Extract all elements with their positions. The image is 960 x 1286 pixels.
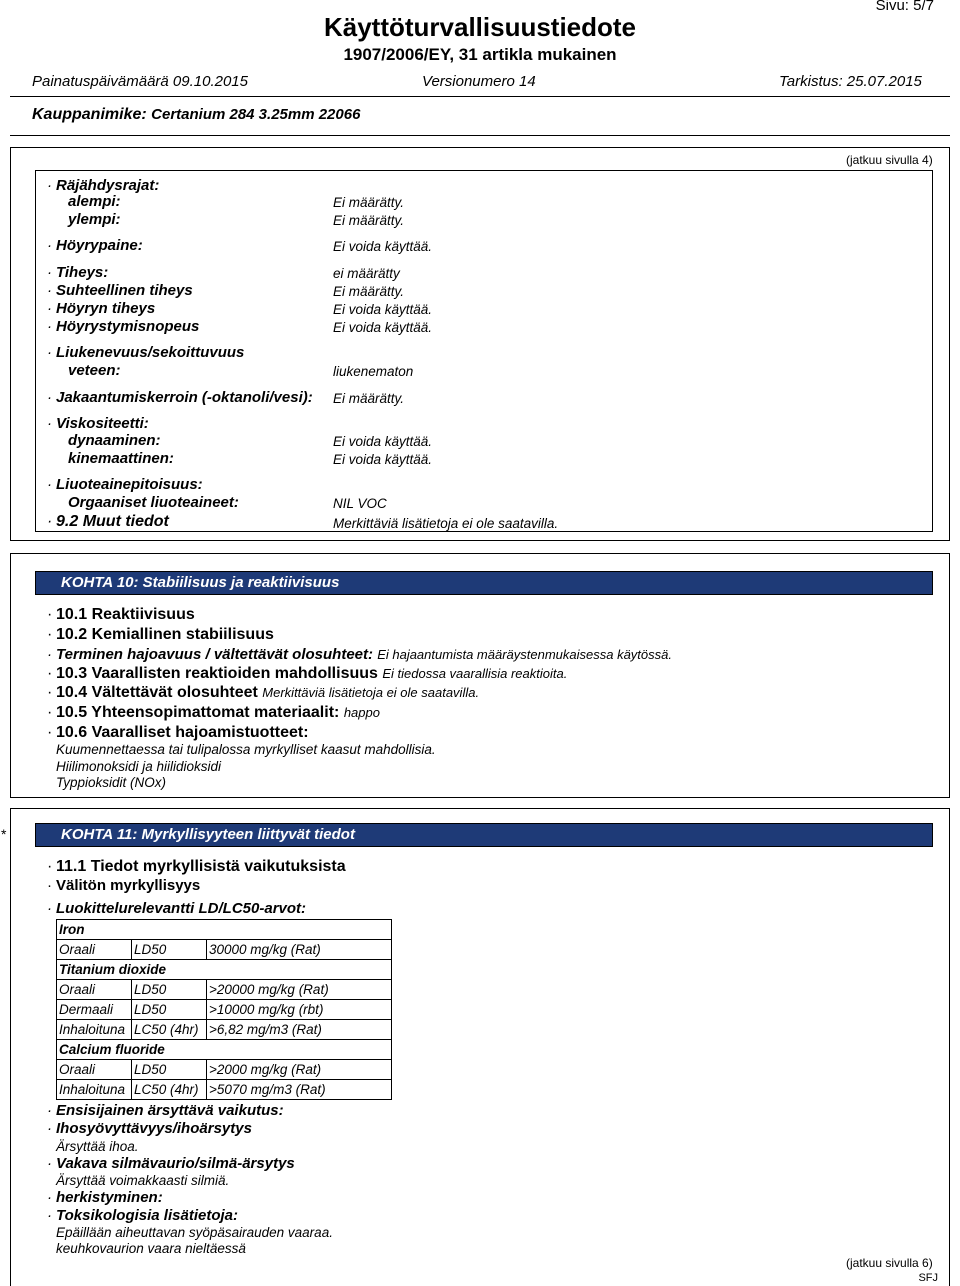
vapour-pressure-label: · Höyrypaine:: [56, 237, 143, 254]
route-cell: Oraali: [57, 980, 132, 1000]
solubility-label: · Liukenevuus/sekoittuvuus: [56, 344, 244, 361]
thermal-decomposition: [56, 646, 672, 663]
explosion-limits-label: · Räjähdysrajat:: [56, 177, 159, 194]
organic-solvents-label: Orgaaniset liuoteaineet:: [68, 494, 239, 511]
route-cell: Inhaloituna: [57, 1020, 132, 1040]
other-info-label: · 9.2 Muut tiedot: [56, 513, 169, 531]
incompatible-materials: [56, 704, 380, 722]
substance-iron: Iron: [57, 920, 392, 940]
primary-irritant-label: · Ensisijainen ärsyttävä vaikutus:: [56, 1102, 284, 1119]
trade-name-label: Kauppanimike:: [32, 106, 147, 123]
hazardous-reactions-value: Ei tiedossa vaarallisia reaktioita.: [382, 666, 568, 681]
vapour-density-label: · Höyryn tiheys: [56, 300, 155, 317]
kind-cell: LD50: [132, 1000, 207, 1020]
decomposition-line-1: Kuumennettaessa tai tulipalossa myrkylliset kaasut mahdollisia.: [56, 742, 436, 757]
toxicology-info-label: · Toksikologisia lisätietoja:: [56, 1207, 238, 1224]
conditions-to-avoid-value: Merkittäviä lisätietoja ei ole saatavilla.: [262, 685, 480, 700]
continued-on: (jatkuu sivulla 6): [846, 1256, 933, 1270]
decomposition-line-2: Hiilimonoksidi ja hiilidioksidi: [56, 759, 222, 774]
relative-density-value: Ei määrätty.: [333, 284, 405, 299]
table-row: [57, 980, 392, 1000]
document-title: Käyttöturvallisuustiedote: [323, 12, 637, 42]
header-rule-bottom: [10, 135, 950, 136]
eye-damage-value: Ärsyttää voimakkaasti silmiä.: [56, 1173, 230, 1188]
value-cell: >2000 mg/kg (Rat): [207, 1060, 392, 1080]
other-info-value: Merkittäviä lisätietoja ei ole saatavilla.: [333, 516, 559, 531]
table-row: [57, 1020, 392, 1040]
thermal-decomposition-label: Terminen hajoavuus / vältettävät olosuhteet:: [56, 646, 374, 663]
document-subtitle: 1907/2006/EY, 31 artikla mukainen: [343, 45, 617, 64]
value-cell: >6,82 mg/m3 (Rat): [207, 1020, 392, 1040]
density-value: ei määrätty: [333, 266, 400, 281]
value-cell: >20000 mg/kg (Rat): [207, 980, 392, 1000]
page-number: Sivu: 5/7: [875, 0, 934, 14]
lower-limit-value: Ei määrätty.: [333, 195, 405, 210]
section10-title: KOHTA 10: Stabiilisuus ja reaktiivisuus: [61, 574, 340, 591]
value-cell: >10000 mg/kg (rbt): [207, 1000, 392, 1020]
kind-cell: LD50: [132, 1060, 207, 1080]
hazardous-reactions: [56, 665, 567, 683]
partition-coefficient-value: Ei määrätty.: [333, 391, 405, 406]
change-marker: *: [1, 826, 7, 842]
table-row: [57, 1060, 392, 1080]
water-solubility-value: liukenematon: [333, 364, 414, 379]
thermal-decomposition-value: Ei hajaantumista määräystenmukaisessa käytössä.: [377, 647, 672, 662]
trade-name: [32, 106, 360, 124]
evaporation-rate-label: · Höyrystymisnopeus: [56, 318, 199, 335]
dynamic-viscosity-label: dynaaminen:: [68, 432, 161, 449]
kind-cell: LC50 (4hr): [132, 1080, 207, 1100]
value-cell: >5070 mg/m3 (Rat): [207, 1080, 392, 1100]
version-number: Versionumero 14: [422, 73, 536, 90]
upper-limit-value: Ei määrätty.: [333, 213, 405, 228]
incompatible-materials-value: happo: [343, 705, 380, 720]
acute-toxicity-label: · Välitön myrkyllisyys: [56, 877, 200, 894]
kind-cell: LD50: [132, 940, 207, 960]
toxicology-line-2: keuhkovaurion vaara nieltäessä: [56, 1241, 246, 1256]
incompatible-materials-label: 10.5 Yhteensopimattomat materiaalit:: [56, 704, 340, 721]
route-cell: Oraali: [57, 1060, 132, 1080]
substance-calcium-fluoride: Calcium fluoride: [57, 1040, 392, 1060]
eye-damage-label: · Vakava silmävaurio/silmä-ärsytys: [56, 1155, 295, 1172]
kinematic-viscosity-label: kinemaattinen:: [68, 450, 174, 467]
conditions-to-avoid-label: 10.4 Vältettävät olosuhteet: [56, 684, 258, 701]
decomposition-products-label: · 10.6 Vaaralliset hajoamistuotteet:: [56, 724, 309, 742]
dynamic-viscosity-value: Ei voida käyttää.: [333, 434, 433, 449]
kind-cell: LD50: [132, 980, 207, 1000]
vapour-pressure-value: Ei voida käyttää.: [333, 239, 433, 254]
evaporation-rate-value: Ei voida käyttää.: [333, 320, 433, 335]
partition-coefficient-label: · Jakaantumiskerroin (-oktanoli/vesi):: [56, 389, 313, 406]
route-cell: Oraali: [57, 940, 132, 960]
value-cell: 30000 mg/kg (Rat): [207, 940, 392, 960]
section11-title: KOHTA 11: Myrkyllisyyteen liittyvät tiedot: [61, 826, 355, 843]
density-label: · Tiheys:: [56, 264, 108, 281]
viscosity-label: · Viskositeetti:: [56, 415, 149, 432]
trade-name-value: Certanium 284 3.25mm 22066: [151, 106, 361, 123]
hazardous-reactions-label: 10.3 Vaarallisten reaktioiden mahdollisuus: [56, 665, 378, 682]
toxic-effects-heading: · 11.1 Tiedot myrkyllisistä vaikutuksista: [56, 858, 346, 876]
stability-heading: · 10.2 Kemiallinen stabiilisuus: [56, 626, 274, 644]
organic-solvents-value: NIL VOC: [333, 496, 387, 511]
skin-corrosion-value: Ärsyttää ihoa.: [56, 1139, 139, 1154]
header-rule-top: [10, 96, 950, 97]
print-date: Painatuspäivämäärä 09.10.2015: [32, 73, 248, 90]
water-solubility-label: veteen:: [68, 362, 121, 379]
continued-from: (jatkuu sivulla 4): [846, 153, 933, 167]
sensitisation-label: · herkistyminen:: [56, 1189, 163, 1206]
toxicity-table: [56, 919, 392, 1100]
section11-header: [35, 823, 933, 847]
kind-cell: LC50 (4hr): [132, 1020, 207, 1040]
substance-titanium-dioxide: Titanium dioxide: [57, 960, 392, 980]
footer-code: SFJ: [918, 1272, 938, 1284]
ld-lc50-label: · Luokittelurelevantti LD/LC50-arvot:: [56, 900, 306, 917]
relative-density-label: · Suhteellinen tiheys: [56, 282, 193, 299]
vapour-density-value: Ei voida käyttää.: [333, 302, 433, 317]
table-row: [57, 1000, 392, 1020]
table-row: [57, 940, 392, 960]
revision-date: Tarkistus: 25.07.2015: [779, 73, 922, 90]
solvent-content-label: · Liuoteainepitoisuus:: [56, 476, 203, 493]
table-row: [57, 1080, 392, 1100]
section10-header: [35, 571, 933, 595]
decomposition-line-3: Typpioksidit (NOx): [56, 775, 167, 790]
conditions-to-avoid: [56, 684, 479, 702]
lower-limit-label: alempi:: [68, 193, 121, 210]
toxicology-line-1: Epäillään aiheuttavan syöpäsairauden vaaraa.: [56, 1225, 333, 1240]
skin-corrosion-label: · Ihosyövyttävyys/ihoärsytys: [56, 1120, 252, 1137]
route-cell: Dermaali: [57, 1000, 132, 1020]
kinematic-viscosity-value: Ei voida käyttää.: [333, 452, 433, 467]
reactivity-heading: · 10.1 Reaktiivisuus: [56, 606, 195, 624]
route-cell: Inhaloituna: [57, 1080, 132, 1100]
upper-limit-label: ylempi:: [68, 211, 121, 228]
